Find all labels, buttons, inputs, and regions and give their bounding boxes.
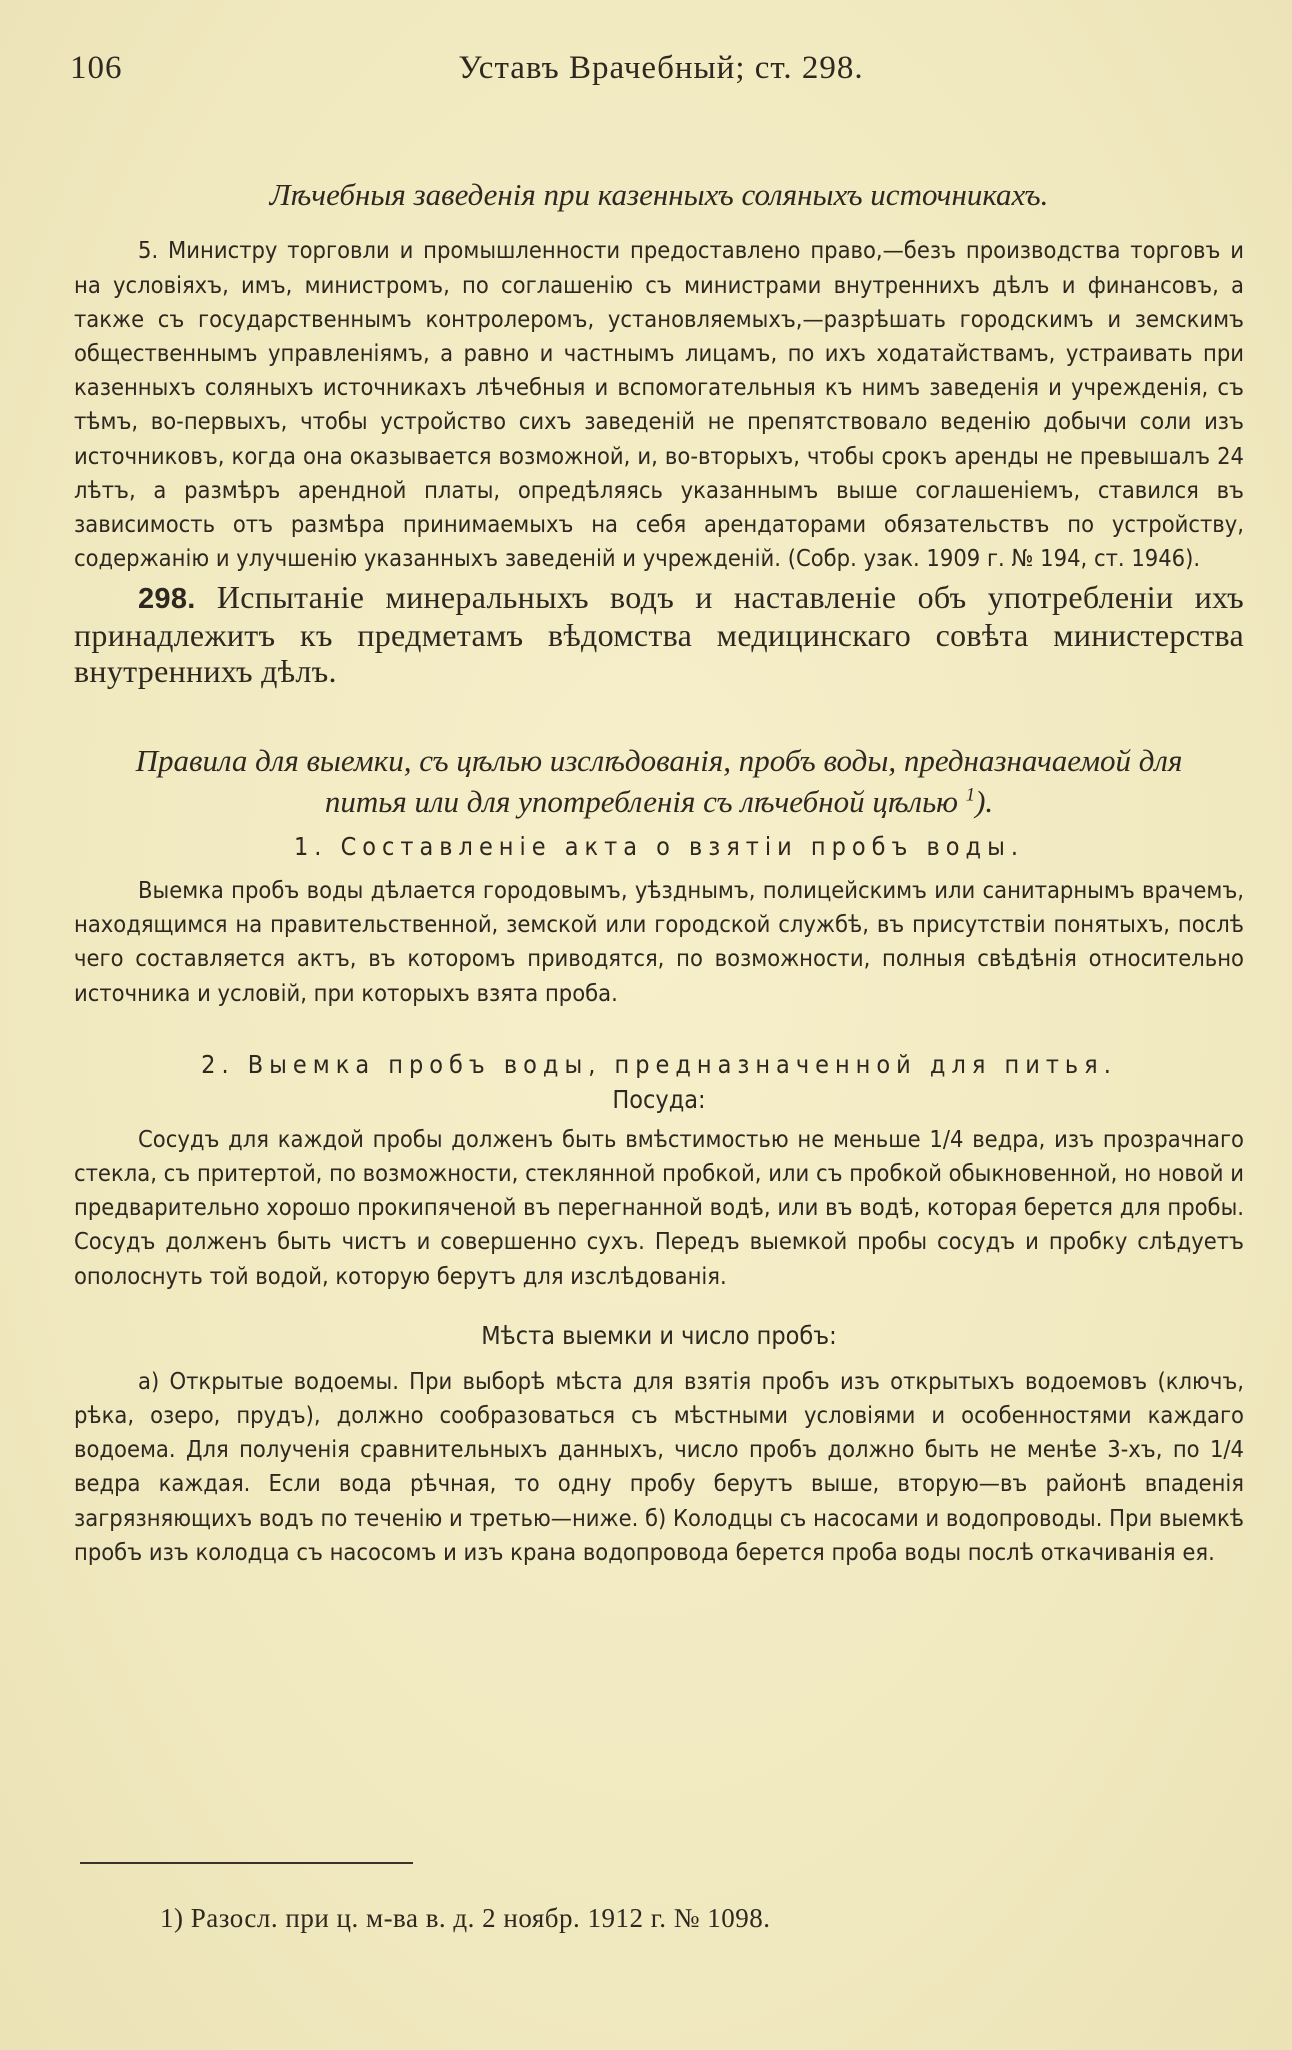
footnote-text: Разосл. при ц. м-ва в. д. 2 ноябр. 1912 г. № 1098. (190, 1903, 771, 1933)
places-text-1: а) Открытые водоемы. При выборѣ мѣста для взятія пробъ изъ открытыхъ водоемовъ (ключъ, рѣка, озеро, прудъ), должно сообразоваться съ мѣстными условіями и особенностями каждаго водоема. Для полученія сравнительныхъ данныхъ, число пробъ должно быть не менѣе 3-хъ, по (74, 1366, 1244, 1464)
places-text-2: ведра каждая. Если вода рѣчная, то одну пробу берутъ выше, вторую—въ районѣ впаденія загрязняющихъ водъ по теченію и третью—ниже. б) Колодцы съ насосами и водопроводы. При выемкѣ пробъ изъ колодца съ насосомъ и изъ крана водопровода берется проба воды послѣ откачиванія ея. (74, 1469, 1244, 1566)
places-subheading: Мѣста выемки и число пробъ: (481, 1320, 837, 1350)
vessels-subheading: Посуда: (612, 1084, 706, 1114)
page-number: 106 (70, 50, 123, 86)
places-fraction: 1/4 (1209, 1435, 1244, 1464)
footnote (160, 1903, 771, 1934)
rules-footnote-marker: 1 (965, 784, 976, 806)
paragraph-5: 5. Министру торговли и промышленности предоставлено право,—безъ производства торговъ и на условіяхъ, имъ, министромъ, по соглашенію съ министрами внутреннихъ дѣлъ и финансовъ, а также съ государственнымъ контролеромъ, установляемыхъ,—разрѣшать городскимъ и земскимъ общественнымъ управленіямъ, а равно и частнымъ лицамъ, по ихъ ходатайствамъ, устраивать при казенныхъ соляныхъ источникахъ лѣчебныя и вспомогательныя къ нимъ заведенія и учрежденія, съ тѣмъ, во-первыхъ, чтобы устройство сихъ заведеній не препятствовало веденію добычи соли изъ источниковъ, когда она оказывается возможной, и, во-вторыхъ, чтобы срокъ аренды не превышалъ 24 лѣтъ, а размѣръ арендной платы, опредѣляясь указаннымъ выше соглашеніемъ, ставился въ зависимость отъ размѣра принимаемыхъ на себя арендаторами обязательствъ по устройству, содержанію и улучшенію указанныхъ заведеній и учрежденій. (Собр. узак. 1909 г. № 194, ст. 1946). (74, 236, 1244, 573)
running-head (70, 50, 1222, 94)
section-heading-salt-springs: Лѣчебныя заведенія при казенныхъ соляныхъ источникахъ. (269, 177, 1049, 212)
rules-heading (74, 741, 1244, 822)
rule-1-heading: 1. Составленіе акта о взятіи пробъ воды. (294, 831, 1024, 861)
places-paragraph (74, 1364, 1244, 1569)
vessels-text-2: ведра, изъ прозрачнаго стекла, съ притертой, по возможности, стеклянной пробкой, или съ пробкой обыкновенной, но новой и предварительно хорошо прокипяченой въ перегнанной водѣ, или въ водѣ, которая берется для пробы. Сосудъ долженъ быть чистъ и совершенно сухъ. Передъ выемкой пробы сосудъ и пробку слѣдуетъ ополоснуть той водой, которую берутъ для изслѣдованія. (74, 1124, 1244, 1290)
rules-heading-close: ). (975, 783, 994, 819)
vessels-text-1: Сосудъ для каждой пробы долженъ быть вмѣстимостью не меньше (138, 1124, 921, 1153)
vessels-paragraph (74, 1122, 1244, 1293)
footnote-divider (80, 1862, 413, 1864)
rule-1-paragraph: Выемка пробъ воды дѣлается городовымъ, уѣзднымъ, полицейскимъ или санитарнымъ врачемъ, находящимся на правительственной, земской или городской службѣ, въ присутствіи понятыхъ, послѣ чего составляется актъ, въ которомъ приводятся, по возможности, полныя свѣдѣнія относительно источника и условій, при которыхъ взята проба. (74, 875, 1244, 1007)
vessels-fraction: 1/4 (929, 1124, 964, 1153)
article-number: 298. (138, 583, 196, 616)
article-298 (74, 579, 1244, 689)
running-title: Уставъ Врачебный; ст. 298. (458, 50, 864, 86)
article-298-text: Испытаніе минеральныхъ водъ и наставленіе объ употребленіи ихъ принадлежитъ къ предметамъ вѣдомства медицинскаго совѣта министерства внутреннихъ дѣлъ. (74, 579, 1244, 690)
rule-2-heading: 2. Выемка пробъ воды, предназначенной для питья. (201, 1049, 1117, 1079)
footnote-marker: 1) (160, 1903, 184, 1933)
page-content (74, 175, 1244, 1569)
rules-heading-text: Правила для выемки, съ цѣлью изслѣдованія, пробъ воды, предназначаемой для питья или для употребленія съ лѣчебной цѣлью (135, 743, 1183, 819)
